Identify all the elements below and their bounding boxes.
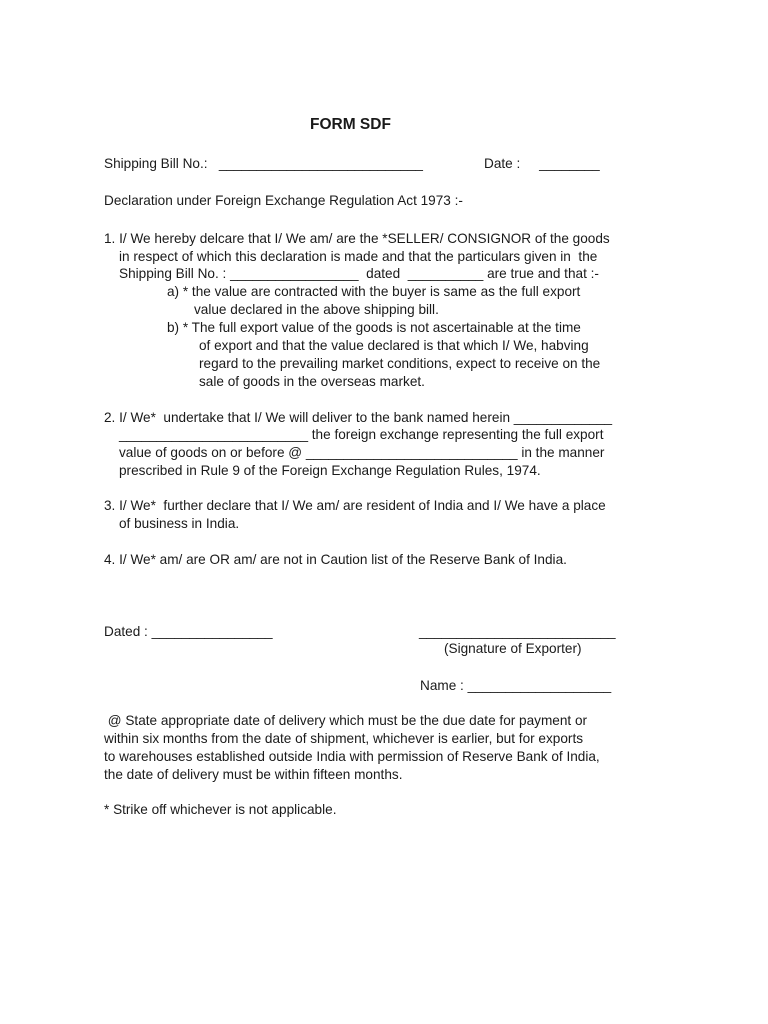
delivery-note-line: @ State appropriate date of delivery which must be the due date for payment or <box>104 713 588 728</box>
strike-note: * Strike off whichever is not applicable. <box>104 802 337 817</box>
clause-1b-line: of export and that the value declared is that which I/ We, habving <box>199 338 589 353</box>
clause-1b-line: sale of goods in the overseas market. <box>199 374 425 389</box>
signature-label: (Signature of Exporter) <box>444 641 582 656</box>
delivery-note-line: to warehouses established outside India with permission of Reserve Bank of India, <box>104 749 600 764</box>
declaration-heading: Declaration under Foreign Exchange Regulation Act 1973 :- <box>104 193 463 208</box>
clause-1-line: 1. I/ We hereby delcare that I/ We am/ are the *SELLER/ CONSIGNOR of the goods <box>104 231 610 246</box>
clause-4-line: 4. I/ We* am/ are OR am/ are not in Caution list of the Reserve Bank of India. <box>104 552 567 567</box>
clause-2-line: 2. I/ We* undertake that I/ We will deliver to the bank named herein _____________ <box>104 410 613 425</box>
clause-1a-line: value declared in the above shipping bill. <box>194 302 439 317</box>
name-field: Name : ___________________ <box>420 678 612 693</box>
date-field: Date : ________ <box>484 156 600 171</box>
clause-1b-line: regard to the prevailing market conditions, expect to receive on the <box>199 356 601 371</box>
page-title: FORM SDF <box>310 116 391 133</box>
shipping-bill-field: Shipping Bill No.: ___________________________ <box>104 156 423 171</box>
clause-1a-line: a) * the value are contracted with the buyer is same as the full export <box>167 284 581 299</box>
clause-3-line: of business in India. <box>119 516 240 531</box>
clause-2-line: _________________________ the foreign exchange representing the full export <box>119 427 604 442</box>
delivery-note-line: within six months from the date of shipment, whichever is earlier, but for exports <box>104 731 584 746</box>
clause-2-line: prescribed in Rule 9 of the Foreign Exchange Regulation Rules, 1974. <box>119 463 541 478</box>
delivery-note-line: the date of delivery must be within fifteen months. <box>104 767 403 782</box>
clause-1-line: Shipping Bill No. : _________________ dated __________ are true and that :- <box>119 266 599 281</box>
clause-2-line: value of goods on or before @ ____________________________ in the manner <box>119 445 605 460</box>
clause-3-line: 3. I/ We* further declare that I/ We am/ are resident of India and I/ We have a place <box>104 498 606 513</box>
signature-line: __________________________ <box>419 624 616 639</box>
clause-1-line: in respect of which this declaration is made and that the particulars given in the <box>119 249 598 264</box>
dated-field: Dated : ________________ <box>104 624 273 639</box>
clause-1b-line: b) * The full export value of the goods is not ascertainable at the time <box>167 320 581 335</box>
